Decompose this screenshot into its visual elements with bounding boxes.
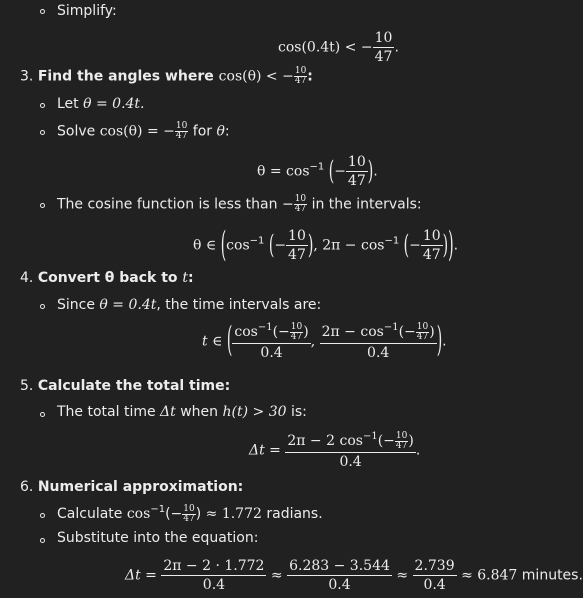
eq-theta: $\theta = \cos^{-1}$ (− $\frac{10}{47}$ ). bbox=[257, 154, 378, 189]
bullet bbox=[40, 9, 45, 14]
step4-since: Since θ = 0.4t, the time intervals are: bbox=[57, 297, 322, 313]
bullet bbox=[40, 513, 45, 518]
eq-final: Δt = $\frac{2\pi - 2 \cdot 1.772}{0.4}$ ≈ $\frac{6.283 - 3.544}{0.4}$ ≈ $\frac{2.739}{0.4}$ ≈ 6.847 minutes. bbox=[125, 558, 583, 593]
bullet bbox=[40, 412, 45, 417]
step3-let: Let θ = 0.4t. bbox=[57, 96, 145, 112]
simplify-label: Simplify: bbox=[57, 3, 117, 19]
eq-interval: θ ∈ ($\cos^{-1}$ (− $\frac{10}{47}$ ), $2\pi - \cos^{-1}$ (− $\frac{10}{47}$ )). bbox=[193, 225, 459, 266]
step6-calc: Calculate $\cos^{-1}(-$ $\frac{10}{47}$ ) ≈ 1.772 radians. bbox=[57, 503, 323, 524]
bullet bbox=[40, 304, 45, 309]
step5-text: The total time Δt when h(t) > 30 is: bbox=[57, 404, 307, 420]
step4-heading: 4. Convert θ back to t: bbox=[20, 270, 194, 286]
step6-heading: 6. Numerical approximation: bbox=[20, 479, 244, 495]
eq-simplify: cos(0.4t) < − $\frac{10}{47}$ . bbox=[278, 30, 399, 65]
bullet bbox=[40, 103, 45, 108]
step3-heading: 3. Find the angles where cos(θ) < − $\frac{10}{47}$ : bbox=[20, 66, 313, 86]
bullet bbox=[40, 538, 45, 543]
step3-solve: Solve cos(θ) = − $\frac{10}{47}$ for θ: bbox=[57, 121, 230, 141]
eq-t: t ∈ ( $\cos^{-1}(-$ $\frac{10}{47}$ ) 0.4 , $2\pi - \cos^{-1}(-$ $\frac{10}{47}$ ) 0.4 ). bbox=[202, 321, 447, 362]
eq-delta: Δt = 2π − 2 $\cos^{-1}(-$ $\frac{10}{47}$ ) 0.4 . bbox=[249, 430, 421, 470]
step6-sub: Substitute into the equation: bbox=[57, 530, 259, 546]
bullet bbox=[40, 130, 45, 135]
step3-intervals: The cosine function is less than − $\frac{10}{47}$ in the intervals: bbox=[57, 194, 422, 214]
bullet bbox=[40, 203, 45, 208]
step5-heading: 5. Calculate the total time: bbox=[20, 378, 231, 394]
